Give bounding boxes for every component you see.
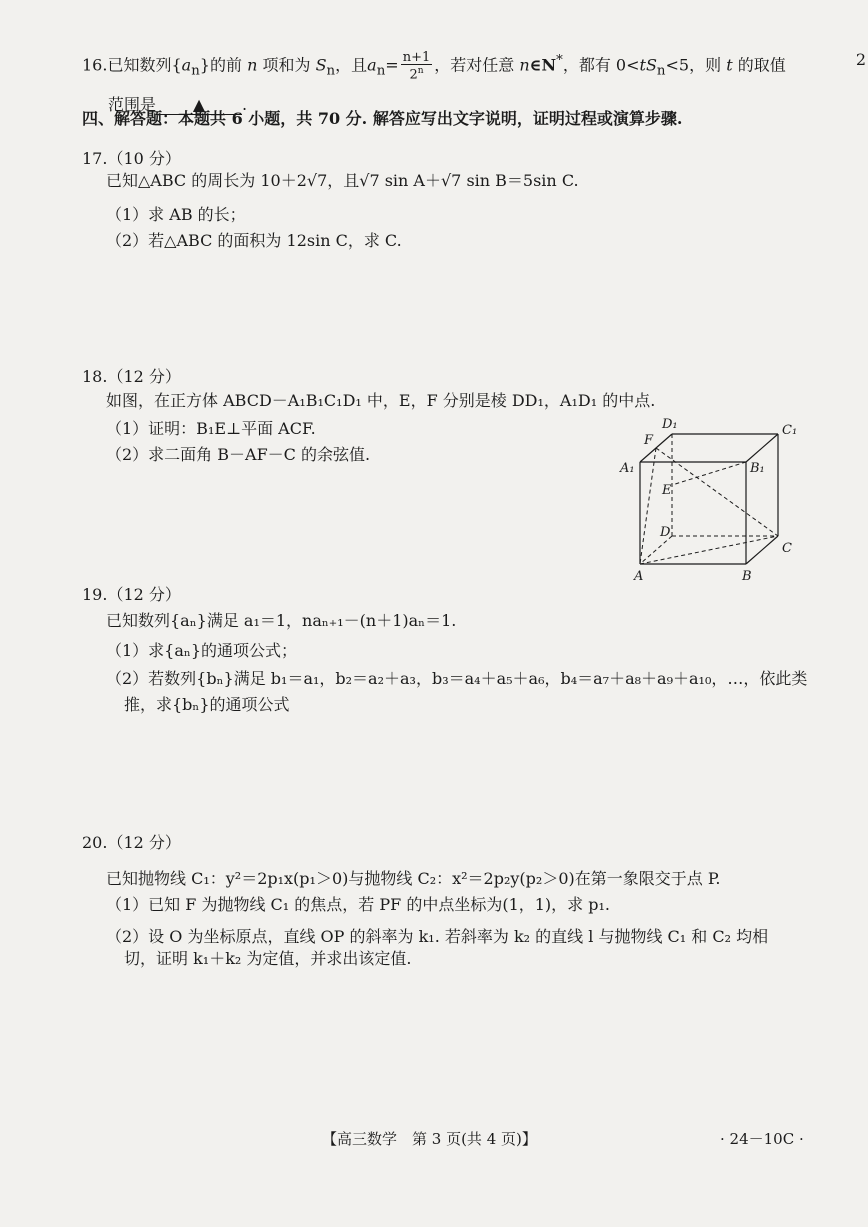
q19-stem: 已知数列{aₙ}满足 a₁＝1，naₙ₊₁－(n＋1)aₙ＝1.	[106, 611, 457, 630]
label-B: B	[742, 569, 752, 582]
q16-after-seq: }的前	[199, 55, 242, 75]
q19-part2-line1: （2）若数列{bₙ}满足 b₁＝a₁，b₂＝a₂＋a₃，b₃＝a₄＋a₅＋a₆，b₄＝a₇＋a₈＋a₉＋a₁₀，…，依此类	[106, 669, 808, 688]
label-D: D	[660, 525, 671, 540]
q16-frac-den-exp: n	[417, 65, 424, 76]
label-C1: C₁	[782, 423, 798, 438]
label-E: E	[662, 483, 672, 498]
q18-part2: （2）求二面角 B－AF－C 的余弦值.	[106, 445, 371, 464]
q20-stem: 已知抛物线 C₁：y²＝2p₁x(p₁＞0)与抛物线 C₂：x²＝2p₂y(p₂＞0)在第一象限交于点 P.	[106, 869, 721, 888]
q16-intro: 已知数列{	[107, 55, 182, 75]
q16-n-in: n	[519, 55, 530, 75]
q20-part1: （1）已知 F 为抛物线 C₁ 的焦点，若 PF 的中点坐标为(1，1)，求 p₁.	[106, 895, 610, 914]
q20-part2-line1: （2）设 O 为坐标原点，直线 OP 的斜率为 k₁. 若斜率为 k₂ 的直线 l 与抛物线 C₁ 和 C₂ 均相	[106, 927, 769, 946]
q16-S2-var: S	[645, 55, 657, 75]
q16-sum-text: 项和为	[262, 55, 311, 75]
q17-part2: （2）若△ABC 的面积为 12sin C，求 C.	[106, 231, 402, 250]
q17-header: 17.（10 分）	[82, 149, 181, 168]
cube-hidden-edges	[640, 434, 778, 564]
q16-ending: 的取值	[737, 55, 786, 75]
q16-n-var: n	[247, 55, 258, 75]
q16-fraction	[401, 51, 433, 81]
q16-frac-num: n+1	[402, 49, 431, 65]
label-C: C	[782, 541, 792, 556]
q16-range-label: 范围是	[108, 95, 157, 114]
q19-header: 19.（12 分）	[82, 585, 181, 604]
q17-stem: 已知△ABC 的周长为 10＋2√7，且√7 sin A＋√7 sin B＝5sin C.	[106, 171, 579, 190]
q16-cond-tail: ，都有 0<	[562, 55, 640, 75]
q16-number: 16.	[82, 55, 108, 75]
q16-t-var2: t	[726, 55, 733, 75]
cube-figure	[610, 412, 810, 582]
section-heading: 四、解答题：本题共 6 小题，共 70 分. 解答应写出文字说明，证明过程或演算步骤.	[82, 109, 683, 128]
q18-stem: 如图，在正方体 ABCD－A₁B₁C₁D₁ 中，E，F 分别是棱 DD₁，A₁D₁ 的中点.	[106, 391, 656, 410]
q16-in-symbol: ∈N	[529, 55, 557, 75]
label-D1: D₁	[662, 417, 678, 432]
q16-cond-prefix: ，且	[335, 55, 368, 75]
q16-cond-text: ，若对任意	[434, 55, 515, 75]
q19-part2-line2: 推，求{bₙ}的通项公式	[124, 695, 290, 714]
label-A: A	[634, 569, 644, 582]
q20-header: 20.（12 分）	[82, 833, 181, 852]
q16-t-var: t	[639, 55, 646, 75]
q16-star: *	[556, 53, 563, 68]
footer-page-info: 【高三数学 第 3 页(共 4 页)】	[322, 1130, 537, 1148]
cube-solid-edges	[640, 434, 778, 564]
q16-seq-sub: n	[191, 63, 200, 79]
q16-line1	[82, 50, 786, 83]
q16-S2-sub: n	[656, 63, 666, 79]
q20-part2-line2: 切，证明 k₁＋k₂ 为定值，并求出该定值.	[124, 949, 412, 968]
q18-part1: （1）证明：B₁E⊥平面 ACF.	[106, 419, 316, 438]
label-B1: B₁	[750, 461, 765, 476]
q16-blank-mark: ▲	[192, 95, 206, 114]
q16-S-var: S	[315, 55, 327, 75]
footer-code: · 24－10C ·	[720, 1130, 804, 1148]
q17-part1: （1）求 AB 的长；	[106, 205, 246, 224]
q16-frac-den: 2	[409, 66, 418, 82]
q16-frac-den-wrap	[401, 65, 433, 81]
q16-a-var: a	[367, 55, 377, 75]
q19-part1: （1）求{aₙ}的通项公式；	[106, 641, 298, 660]
q16-seq-var: a	[181, 55, 192, 75]
label-F: F	[644, 433, 654, 448]
q16-a-sub: n	[376, 63, 386, 79]
q16-equals: =	[385, 55, 399, 75]
q16-line2-suffix: .	[242, 95, 248, 114]
q16-bound: <5，则	[665, 55, 722, 75]
label-A1: A₁	[620, 461, 635, 476]
q16-S-sub: n	[326, 63, 336, 79]
corner-mark: 2	[855, 50, 866, 69]
q18-header: 18.（12 分）	[82, 367, 181, 386]
